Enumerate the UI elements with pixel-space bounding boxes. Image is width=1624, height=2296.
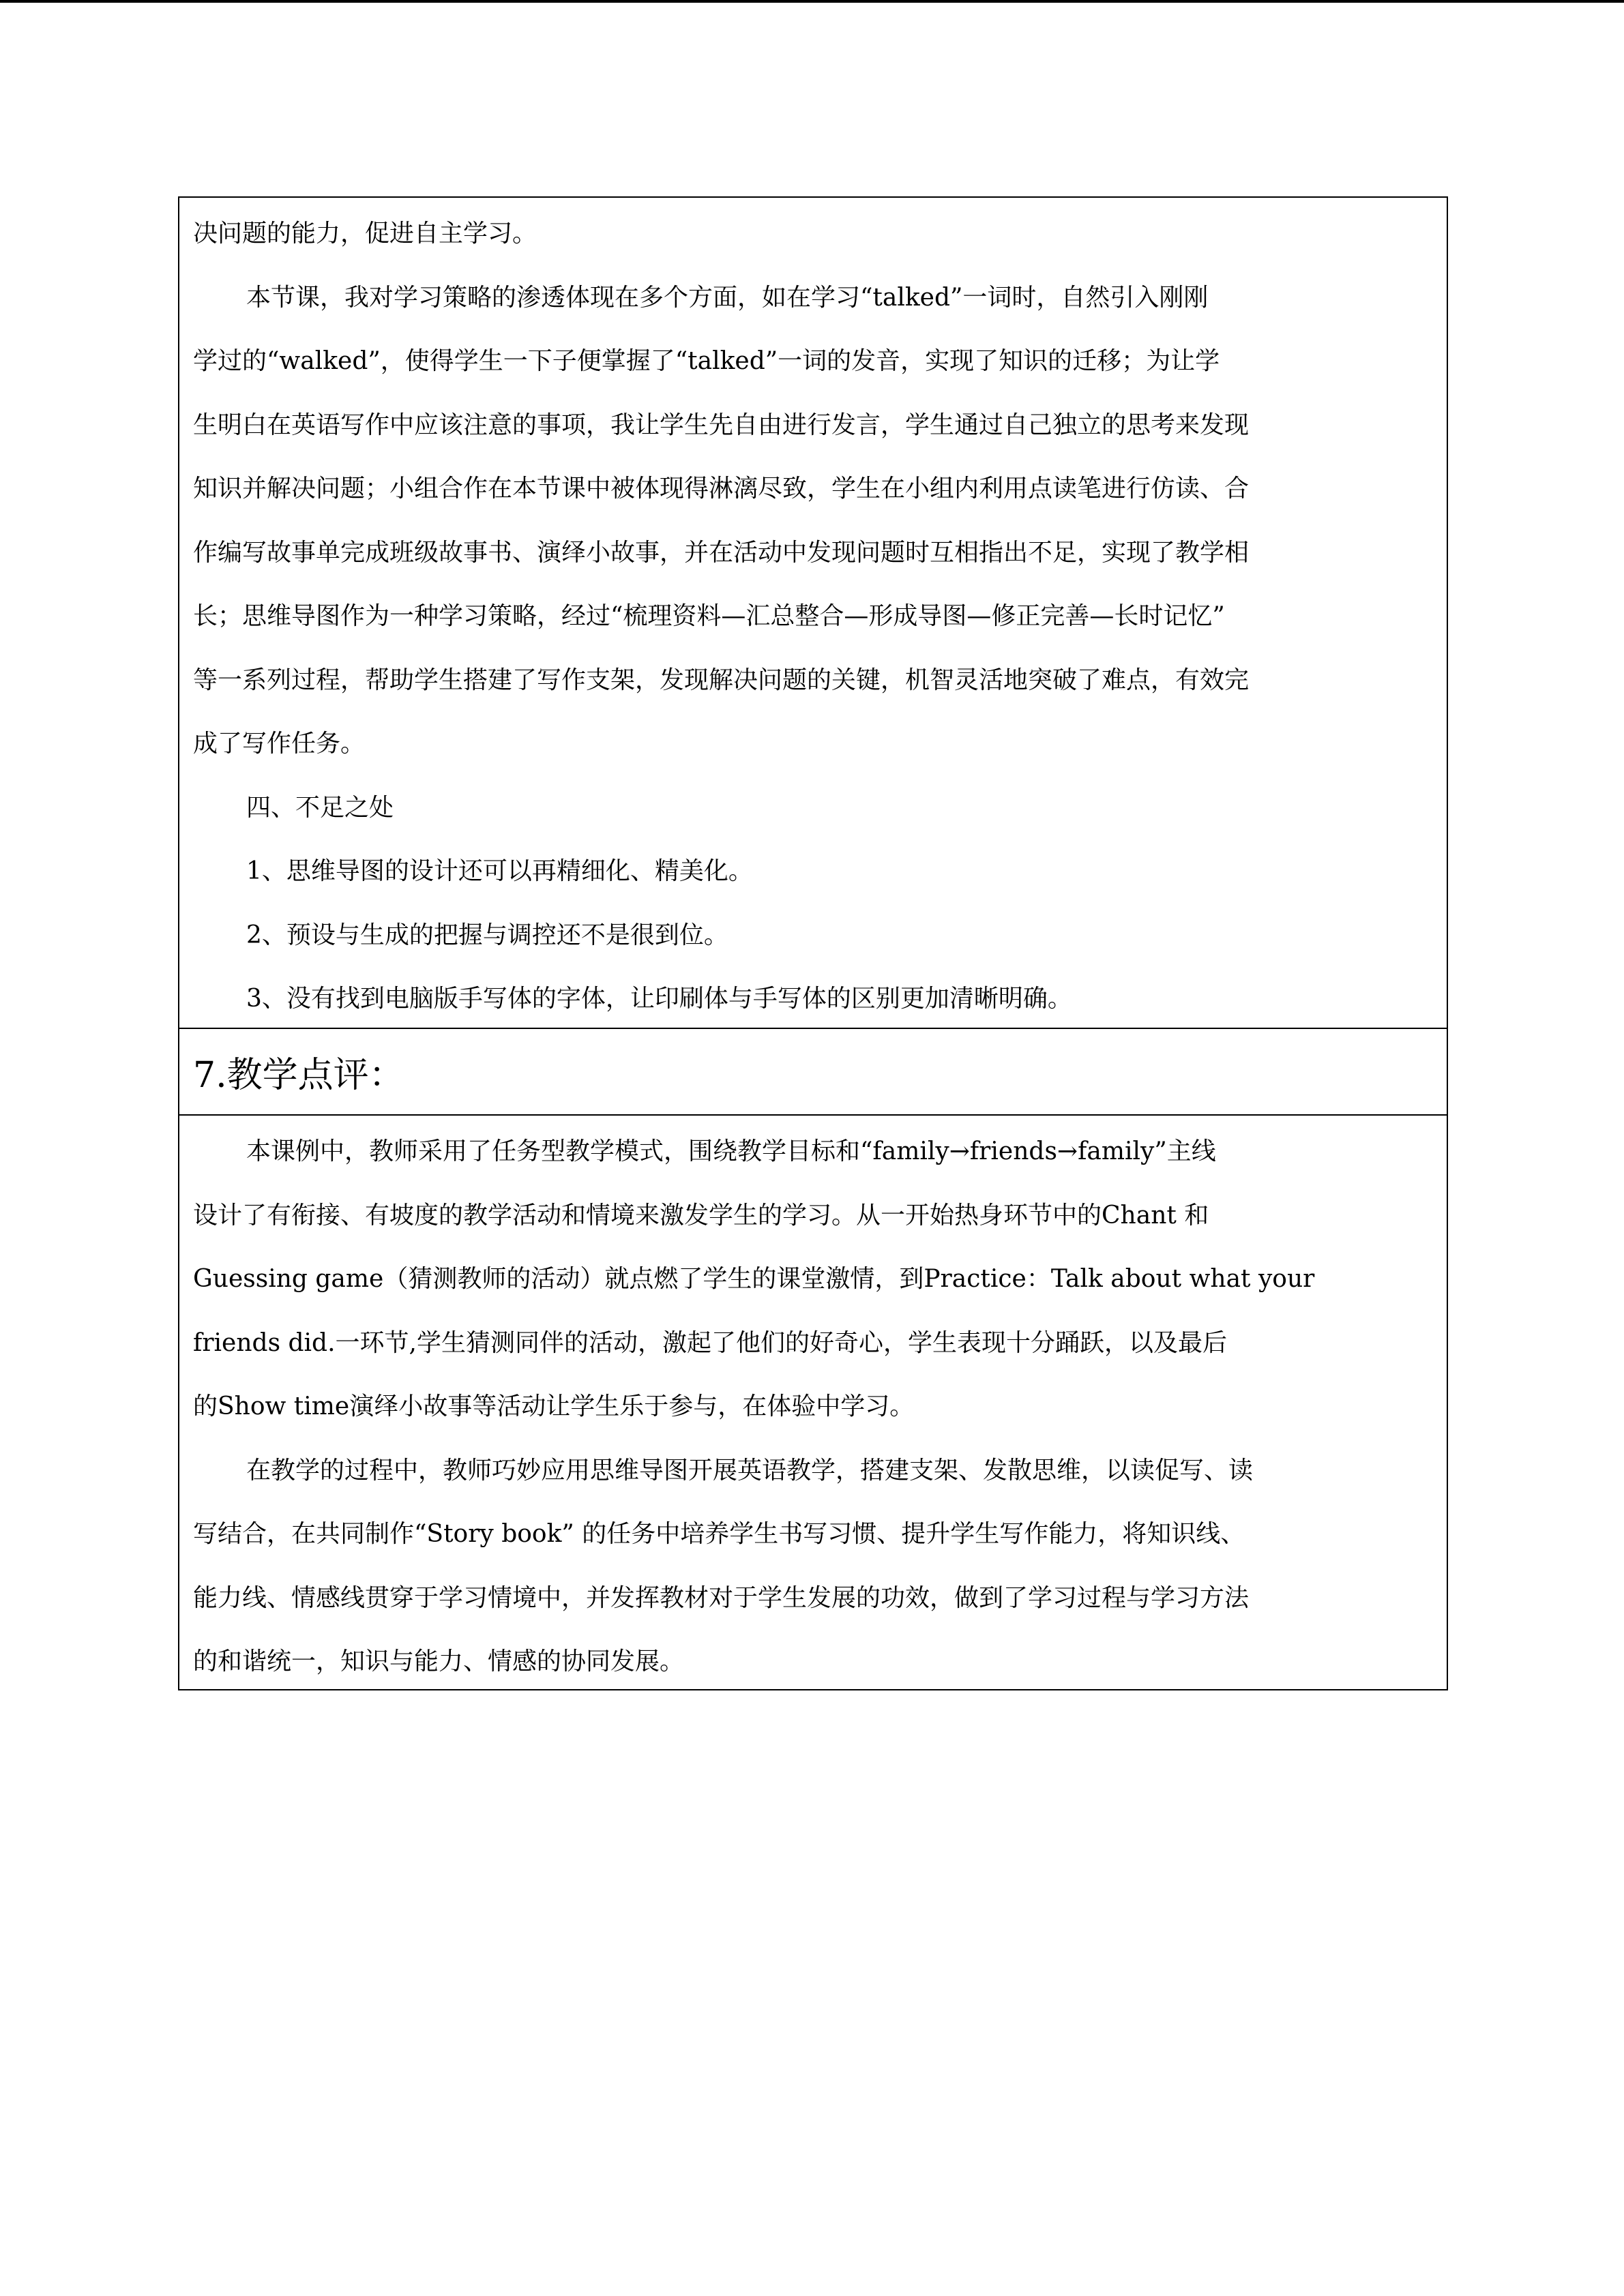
top-border-line: [0, 0, 1624, 3]
lesson-table: [178, 196, 1448, 1690]
reflection-line: 决问题的能力，促进自主学习。: [193, 220, 537, 248]
reflection-section: [179, 198, 1447, 1028]
reflection-line: 作编写故事单完成班级故事书、演绎小故事，并在活动中发现问题时互相指出不足，实现了教学相: [193, 538, 1250, 567]
review-line: 在教学的过程中，教师巧妙应用思维导图开展英语教学，搭建支架、发散思维，以读促写、读: [246, 1456, 1254, 1485]
review-line: 写结合，在共同制作“Story book” 的任务中培养学生书写习惯、提升学生写作能力，将知识线、: [193, 1520, 1245, 1548]
reflection-line: 学过的“walked”，使得学生一下子便掌握了“talked”一词的发音，实现了知识的迁移；为让学: [193, 347, 1220, 375]
shortcoming-item: 2、预设与生成的把握与调控还不是很到位。: [246, 921, 728, 949]
reflection-line: 生明白在英语写作中应该注意的事项，我让学生先自由进行发言，学生通过自己独立的思考来发现: [193, 411, 1250, 439]
review-section: [179, 1114, 1447, 1689]
review-line: 能力线、情感线贯穿于学习情境中，并发挥教材对于学生发展的功效，做到了学习过程与学习方法: [193, 1583, 1250, 1612]
review-line: 的Show time演绎小故事等活动让学生乐于参与，在体验中学习。: [193, 1392, 915, 1420]
review-heading: 7.教学点评：: [179, 1028, 1447, 1114]
shortcoming-item: 3、没有找到电脑版手写体的字体，让印刷体与手写体的区别更加清晰明确。: [246, 985, 1072, 1013]
review-line: 设计了有衔接、有坡度的教学活动和情境来激发学生的学习。从一开始热身环节中的Chant 和: [193, 1201, 1209, 1229]
reflection-line: 等一系列过程，帮助学生搭建了写作支架，发现解决问题的关键，机智灵活地突破了难点，有效完: [193, 666, 1250, 694]
review-line: friends did.一环节,学生猜测同伴的活动，激起了他们的好奇心，学生表现十分踊跃，以及最后: [193, 1328, 1227, 1357]
shortcoming-item: 1、思维导图的设计还可以再精细化、精美化。: [246, 857, 753, 885]
reflection-line: 成了写作任务。: [193, 730, 366, 758]
review-line: 本课例中，教师采用了任务型教学模式，围绕教学目标和“family→friends→family”主线: [246, 1137, 1216, 1165]
review-line: 的和谐统一，知识与能力、情感的协同发展。: [193, 1648, 685, 1675]
reflection-line: 知识并解决问题；小组合作在本节课中被体现得淋漓尽致，学生在小组内利用点读笔进行仿读、合: [193, 475, 1250, 503]
shortcomings-heading: 四、不足之处: [246, 793, 394, 822]
review-line: Guessing game（猜测教师的活动）就点燃了学生的课堂激情，到Practice：Talk about what your: [193, 1265, 1315, 1293]
reflection-line: 本节课，我对学习策略的渗透体现在多个方面，如在学习“talked”一词时，自然引入刚刚: [246, 283, 1209, 312]
reflection-line: 长；思维导图作为一种学习策略，经过“梳理资料—汇总整合—形成导图—修正完善—长时记忆”: [193, 602, 1225, 630]
